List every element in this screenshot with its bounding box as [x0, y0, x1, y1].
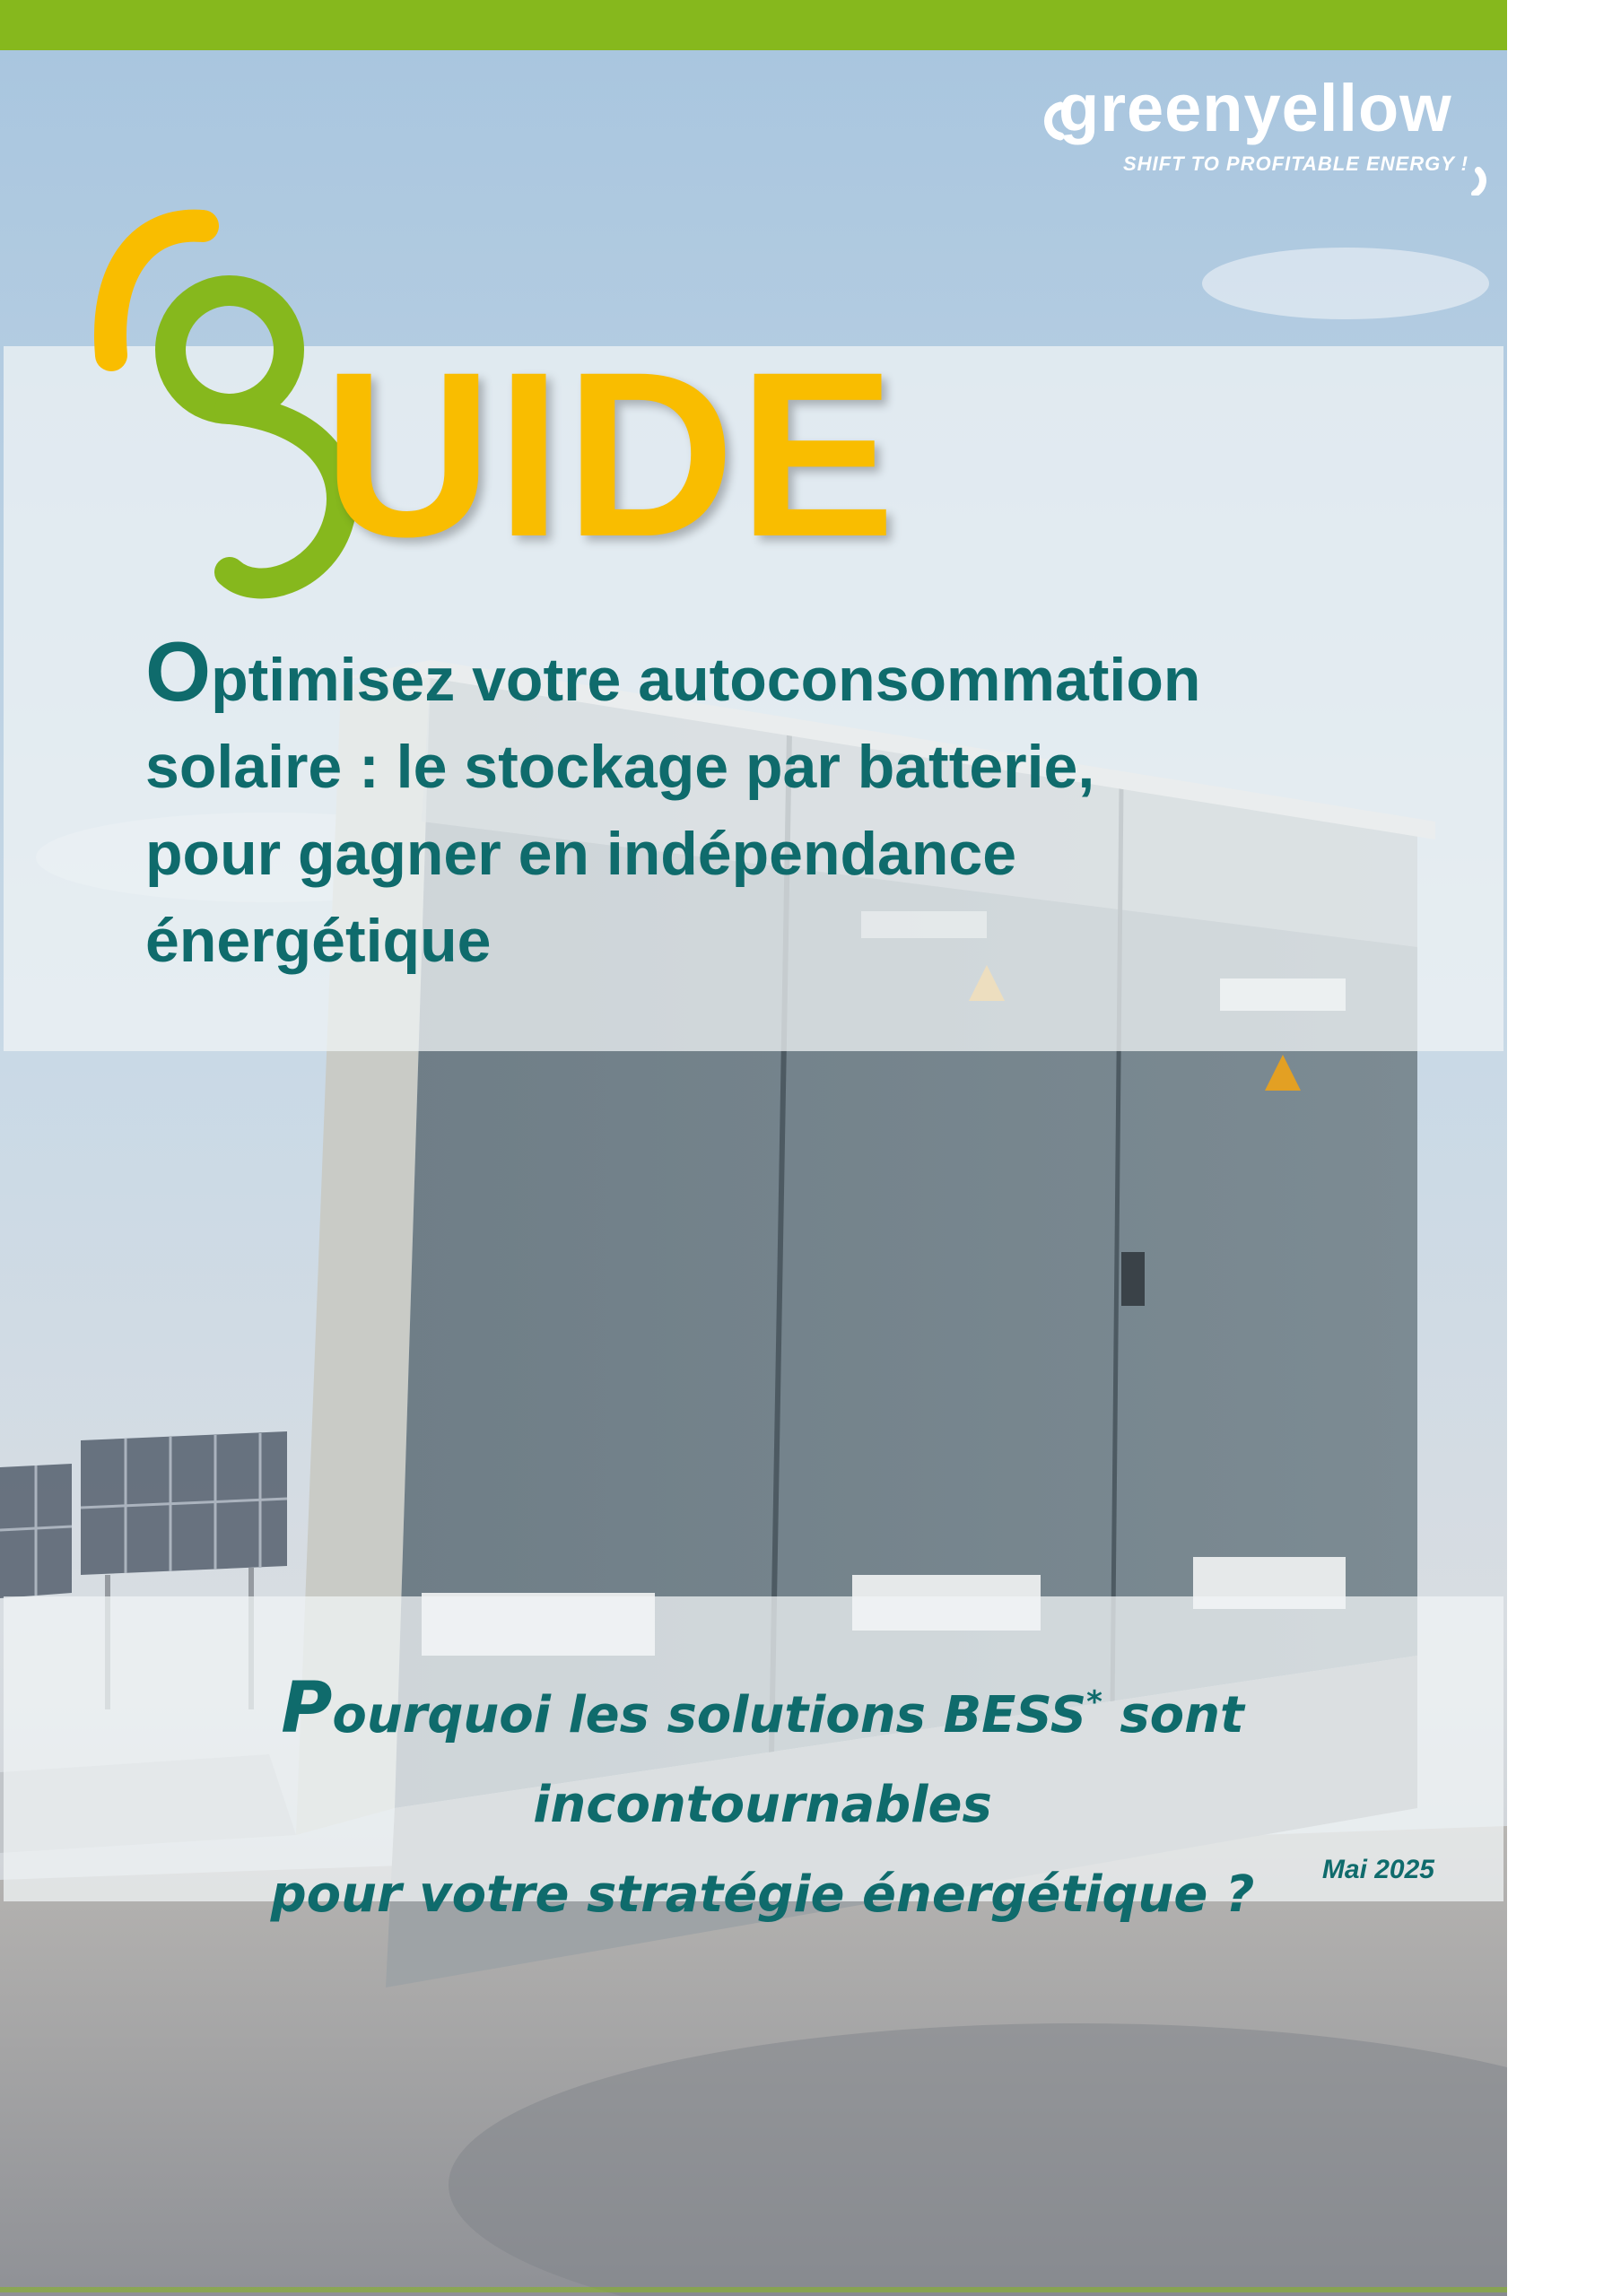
greenyellow-logo: [1041, 70, 1498, 196]
subtitle-line-2: solaire : le stockage par batterie,: [145, 733, 1095, 801]
bottom-green-line: [0, 2287, 1507, 2292]
subtitle-line-4: énergétique: [145, 907, 492, 975]
logo-tagline: SHIFT TO PROFITABLE ENERGY !: [1123, 152, 1468, 175]
subtitle-line-3: pour gagner en indépendance: [145, 820, 1017, 888]
tagline-line-2: pour votre stratégie énergétique ?: [270, 1866, 1255, 1924]
tagline-line-1a: ourquoi les solutions BESS: [332, 1686, 1087, 1744]
guide-title: UIDE: [323, 323, 899, 586]
top-green-bar: [0, 0, 1507, 50]
logo-wordmark: greenyellow: [1059, 71, 1452, 145]
right-page-margin: [1507, 0, 1621, 2296]
tagline-drop-letter: P: [281, 1668, 333, 1749]
subtitle-line-1: ptimisez votre autoconsommation: [211, 646, 1201, 714]
tagline-line-1b: sont incontournables: [533, 1686, 1244, 1834]
publication-date: Mai 2025: [1321, 1855, 1434, 1884]
guide-subtitle: [145, 624, 1464, 985]
tagline: [126, 1657, 1399, 1940]
subtitle-drop-letter: O: [145, 624, 212, 718]
tagline-asterisk: *: [1086, 1684, 1102, 1720]
